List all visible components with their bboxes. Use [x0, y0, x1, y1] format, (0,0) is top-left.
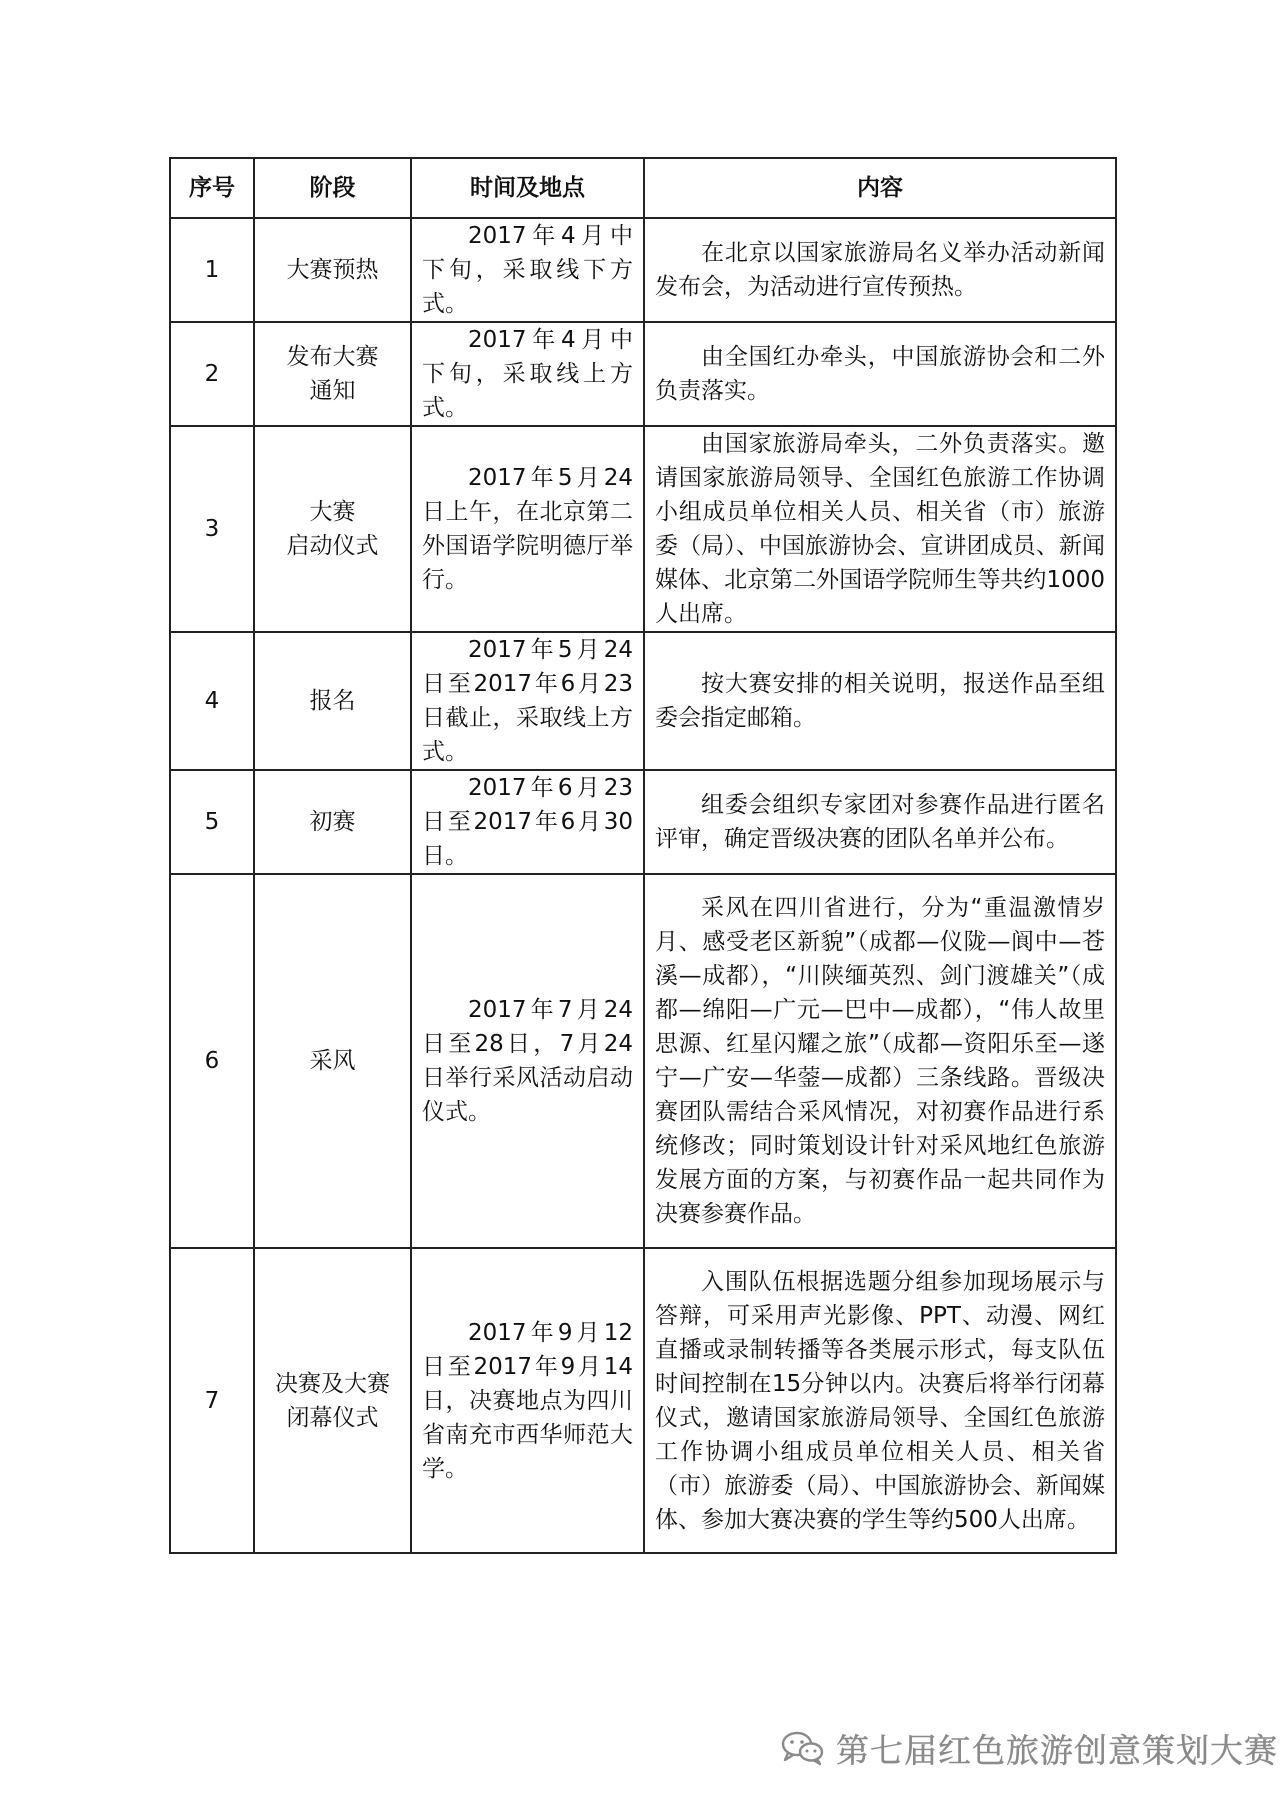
header-content: 内容 — [644, 158, 1116, 218]
row-number: 4 — [170, 632, 254, 770]
row-content: 由国家旅游局牵头，二外负责落实。邀请国家旅游局领导、全国红色旅游工作协调小组成员单位相关人员、相关省（市）旅游委（局）、中国旅游协会、宣讲团成员、新闻媒体、北京第二外国语学院师生等共约1000人出席。 — [644, 426, 1116, 632]
row-stage — [254, 1248, 411, 1553]
row-stage-text: 大赛 启动仪式 — [286, 499, 379, 559]
table-header-row — [170, 158, 1116, 218]
row-stage — [254, 632, 411, 770]
row-number: 3 — [170, 426, 254, 632]
row-stage-text: 采风 — [309, 1048, 356, 1074]
row-content: 组委会组织专家团对参赛作品进行匿名评审，确定晋级决赛的团队名单并公布。 — [644, 770, 1116, 874]
row-stage — [254, 218, 411, 322]
row-time-place: 2017年6月23日至2017年6月30日。 — [411, 770, 644, 874]
table-row — [170, 874, 1116, 1248]
row-content: 由全国红办牵头，中国旅游协会和二外负责落实。 — [644, 322, 1116, 426]
row-stage-text: 决赛及大赛 闭幕仪式 — [275, 1370, 390, 1431]
schedule-table — [169, 157, 1117, 1554]
row-content: 入围队伍根据选题分组参加现场展示与答辩，可采用声光影像、PPT、动漫、网红直播或录制转播等各类展示形式，每支队伍时间控制在15分钟以内。决赛后将举行闭幕仪式，邀请国家旅游局领导、全国红色旅游工作协调小组成员单位相关人员、相关省（市）旅游委（局）、中国旅游协会、新闻媒体、参加大赛决赛的学生等约500人出席。 — [644, 1248, 1116, 1553]
table-row — [170, 218, 1116, 322]
row-number: 5 — [170, 770, 254, 874]
row-time-place: 2017年9月12日至2017年9月14日，决赛地点为四川省南充市西华师范大学。 — [411, 1248, 644, 1553]
row-content: 采风在四川省进行，分为“重温激情岁月、感受老区新貌”（成都—仪陇—阆中—苍溪—成都），“川陕缅英烈、剑门渡雄关”（成都—绵阳—广元—巴中—成都），“伟人故里思源、红星闪耀之旅”（成都—资阳乐至—遂宁—广安—华蓥—成都）三条线路。晋级决赛团队需结合采风情况，对初赛作品进行系统修改；同时策划设计针对采风地红色旅游发展方面的方案，与初赛作品一起共同作为决赛参赛作品。 — [644, 874, 1116, 1248]
row-time-place: 2017年4月中下旬，采取线上方式。 — [411, 322, 644, 426]
header-stage: 阶段 — [254, 158, 411, 218]
row-number: 1 — [170, 218, 254, 322]
row-number: 7 — [170, 1248, 254, 1553]
table-row — [170, 322, 1116, 426]
row-stage — [254, 322, 411, 426]
row-stage-text: 报名 — [309, 688, 356, 714]
wechat-icon — [780, 1730, 826, 1766]
table-row — [170, 770, 1116, 874]
table-row — [170, 426, 1116, 632]
table-row — [170, 1248, 1116, 1553]
row-time-place: 2017年5月24日上午，在北京第二外国语学院明德厅举行。 — [411, 426, 644, 632]
row-time-place: 2017年4月中下旬，采取线下方式。 — [411, 218, 644, 322]
row-stage — [254, 426, 411, 632]
row-number: 6 — [170, 874, 254, 1248]
row-stage — [254, 770, 411, 874]
header-time-place: 时间及地点 — [411, 158, 644, 218]
header-number: 序号 — [170, 158, 254, 218]
row-time-place: 2017年5月24日至2017年6月23日截止，采取线上方式。 — [411, 632, 644, 770]
watermark-text: 第七届红色旅游创意策划大赛 — [836, 1730, 1278, 1770]
wechat-watermark — [780, 1726, 1278, 1770]
row-content: 按大赛安排的相关说明，报送作品至组委会指定邮箱。 — [644, 632, 1116, 770]
row-stage-text: 大赛预热 — [286, 257, 379, 283]
row-stage-text: 初赛 — [309, 809, 356, 835]
row-time-place: 2017年7月24日至28日，7月24日举行采风活动启动仪式。 — [411, 874, 644, 1248]
row-number: 2 — [170, 322, 254, 426]
row-stage-text: 发布大赛 通知 — [286, 344, 379, 404]
row-stage — [254, 874, 411, 1248]
row-content: 在北京以国家旅游局名义举办活动新闻发布会，为活动进行宣传预热。 — [644, 218, 1116, 322]
table-row — [170, 632, 1116, 770]
